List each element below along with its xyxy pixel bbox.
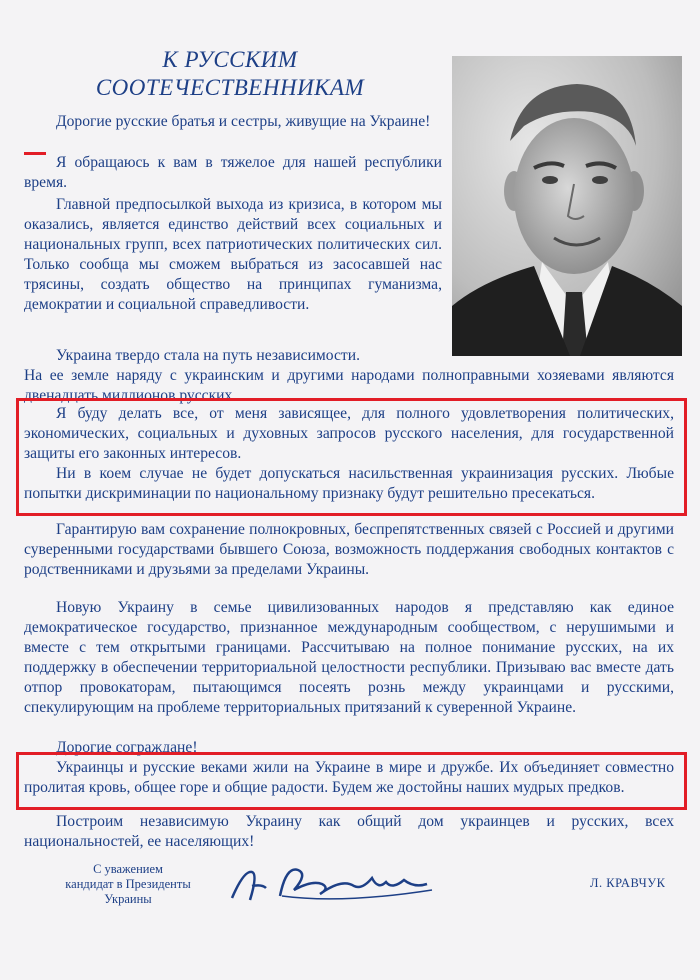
document-title bbox=[30, 46, 430, 102]
paragraph-dear-citizens: Дорогие сограждане! bbox=[56, 739, 198, 756]
paragraph-build-home: Построим независимую Украину как общий дом украинцев и русских, всех национальностей, ее населяющих! bbox=[24, 813, 674, 850]
paragraph-greeting: Дорогие русские братья и сестры, живущие на Украине! bbox=[56, 113, 431, 130]
paragraph-promise: Я буду делать все, от меня зависящее, для полного удовлетворения политических, экономических, социальных и духовных запросов русского населения, для государственной защиты его законных интересов. bbox=[24, 405, 674, 462]
paragraph-independence: Украина твердо стала на путь независимости. bbox=[56, 347, 360, 364]
paragraph-crisis: Главной предпосылкой выхода из кризиса, в котором мы оказались, является единство действий всех социальных и национальных групп, всех патриотических политических сил. Только сообща мы сможем выбраться из засосавшей нас трясины, создать общество на принципах гуманизма, демократии и социальной справедливости. bbox=[24, 196, 442, 313]
signature-drawing bbox=[222, 860, 442, 910]
red-underline-mark bbox=[24, 152, 46, 155]
portrait-photo bbox=[452, 56, 682, 356]
title-line-1: К РУССКИМ bbox=[162, 47, 298, 72]
red-highlight-box-1 bbox=[16, 398, 687, 516]
regards-block bbox=[48, 862, 208, 907]
regards-line-2: кандидат в Президенты bbox=[65, 877, 191, 891]
paragraph-friendship: Украинцы и русские веками жили на Украине в мире и дружбе. Их объединяет совместно пролитая кровь, общее горе и общие радости. Будем же достойны наших мудрых предков. bbox=[24, 759, 674, 796]
paragraph-russians-count: На ее земле наряду с украинским и другими народами полноправными хозяевами являются двенадцать миллионов русских. bbox=[24, 367, 674, 404]
regards-line-3: Украины bbox=[104, 892, 152, 906]
red-highlight-box-2 bbox=[16, 752, 687, 810]
signature bbox=[222, 860, 442, 910]
signatory-name: Л. КРАВЧУК bbox=[590, 876, 666, 890]
paragraph-no-ukrainization: Ни в коем случае не будет допускаться насильственная украинизация русских. Любые попытки дискриминации по национальному признаку будут решительно пресекаться. bbox=[24, 465, 674, 502]
portrait-illustration bbox=[452, 56, 682, 356]
title-line-2: СООТЕЧЕСТВЕННИКАМ bbox=[95, 75, 365, 100]
paragraph-new-ukraine: Новую Украину в семье цивилизованных народов я представляю как единое демократическое государство, признанное международным сообществом, с нерушимыми и вместе с тем открытыми границами. Рассчитываю на полное понимание русских, на их поддержку в обеспечении территориальной целостности республики. Призываю вас вместе дать отпор провокаторам, пытающимся посеять рознь между украинцами и русскими, спекулирующим на проблеме территориальных притязаний к суверенной Украине. bbox=[24, 599, 674, 716]
regards-line-1: С уважением bbox=[93, 862, 163, 876]
paragraph-guarantee: Гарантирую вам сохранение полнокровных, беспрепятственных связей с Россией и другими суверенными государствами бывшего Союза, возможность поддержания свободных контактов с родственниками и друзьями за пределами Украины. bbox=[24, 521, 674, 578]
paragraph-appeal: Я обращаюсь к вам в тяжелое для нашей республики время. bbox=[24, 154, 442, 191]
